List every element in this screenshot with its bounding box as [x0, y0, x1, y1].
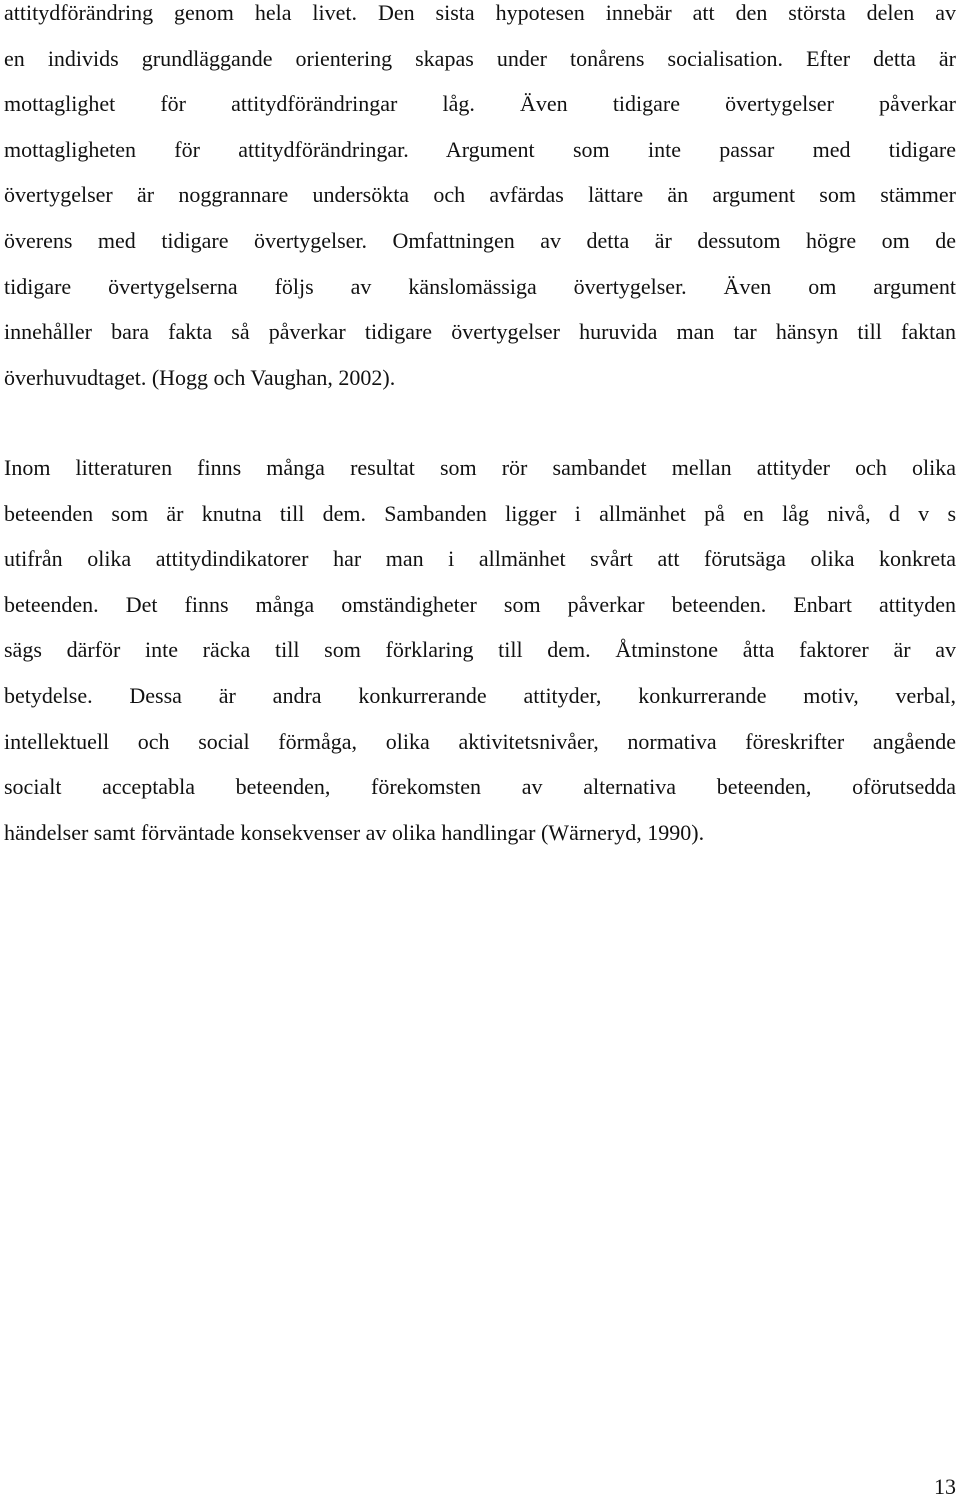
paragraph-line: övertygelser är noggrannare undersökta och avfärdas lättare än argument som stämmer [4, 182, 956, 208]
paragraph-line: överhuvudtaget. (Hogg och Vaughan, 2002). [4, 364, 396, 390]
paragraph-line: sägs därför inte räcka till som förklaring till dem. Åtminstone åtta faktorer är av [4, 637, 956, 663]
paragraph-line: intellektuell och social förmåga, olika aktivitetsnivåer, normativa föreskrifter angående [4, 728, 956, 754]
paragraph-line: attitydförändring genom hela livet. Den sista hypotesen innebär att den största delen av [4, 0, 956, 25]
paragraph-line: innehåller bara fakta så påverkar tidigare övertygelser huruvida man tar hänsyn till faktan [4, 319, 956, 345]
paragraph-attitude-change [4, 0, 956, 400]
paragraph-line: mottaglighet för attitydförändringar låg. Även tidigare övertygelser påverkar [4, 91, 956, 117]
paragraph-line: Inom litteraturen finns många resultat som rör sambandet mellan attityder och olika [4, 455, 956, 480]
page-number: 13 [934, 1474, 956, 1499]
paragraph-line: beteenden. Det finns många omständigheter som påverkar beteenden. Enbart attityden [4, 591, 956, 617]
paragraph-line: överens med tidigare övertygelser. Omfattningen av detta är dessutom högre om de [4, 227, 956, 253]
paragraph-line: en individs grundläggande orientering skapas under tonårens socialisation. Efter detta är [4, 45, 956, 71]
paragraph-line: betydelse. Dessa är andra konkurrerande attityder, konkurrerande motiv, verbal, [4, 682, 956, 708]
paragraph-attitude-behavior [4, 445, 956, 855]
paragraph-line: socialt acceptabla beteenden, förekomsten av alternativa beteenden, oförutsedda [4, 774, 956, 800]
paragraph-line: tidigare övertygelserna följs av känslomässiga övertygelser. Även om argument [4, 273, 956, 299]
paragraph-line: händelser samt förväntade konsekvenser av olika handlingar (Wärneryd, 1990). [4, 819, 705, 845]
paragraph-line: mottagligheten för attitydförändringar. Argument som inte passar med tidigare [4, 136, 956, 162]
paragraph-line: utifrån olika attitydindikatorer har man i allmänhet svårt att förutsäga olika konkreta [4, 546, 956, 572]
paragraph-line: beteenden som är knutna till dem. Sambanden ligger i allmänhet på en låg nivå, d v s [4, 500, 956, 526]
